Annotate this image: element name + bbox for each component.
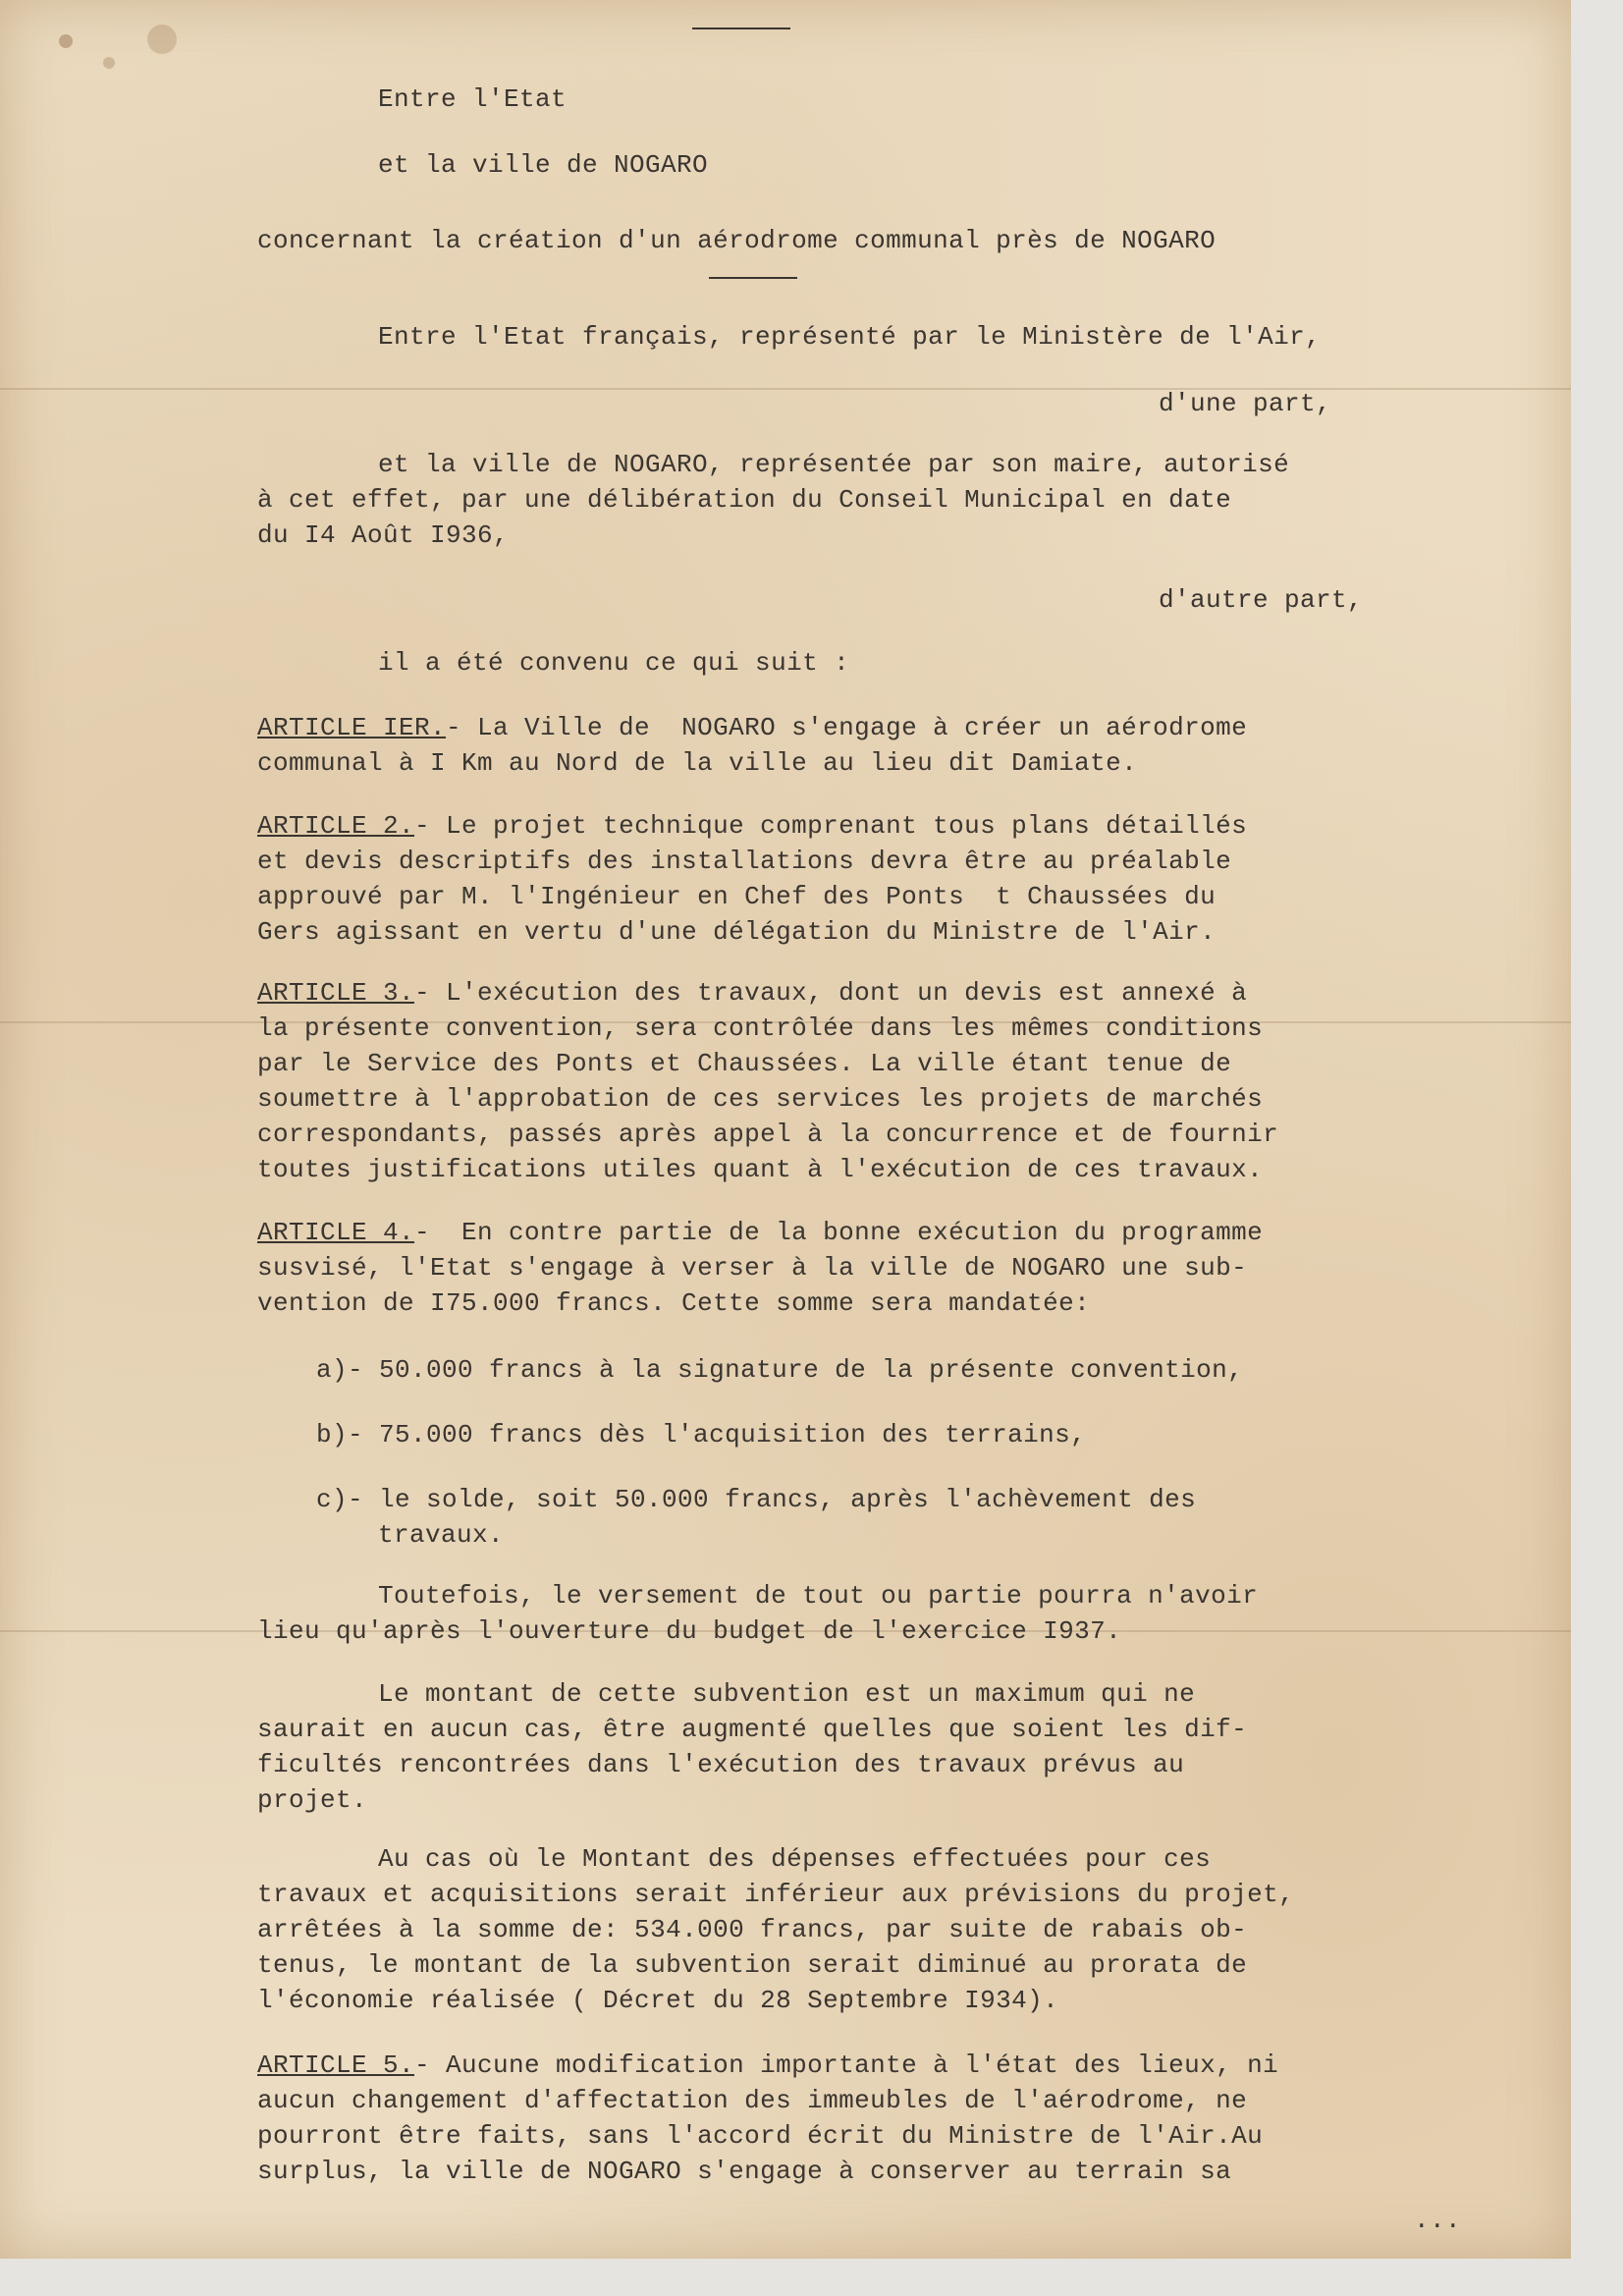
heading-concernant: concernant la création d'un aérodrome communal près de NOGARO: [257, 226, 1217, 255]
paragraph-line: Toutefois, le versement de tout ou partie pourra n'avoir: [378, 1581, 1259, 1611]
paragraph-line: projet.: [257, 1785, 368, 1815]
article-text: correspondants, passés après appel à la concurrence et de fournir: [257, 1120, 1279, 1149]
paragraph-line: ficultés rencontrées dans l'exécution des travaux prévus au: [257, 1750, 1185, 1779]
payment-item-c: c)- le solde, soit 50.000 francs, après l'achèvement des: [316, 1485, 1197, 1514]
paragraph-line: tenus, le montant de la subvention serait diminué au prorata de: [257, 1950, 1248, 1980]
separator-line: [692, 27, 790, 29]
paragraph-line: l'économie réalisée ( Décret du 28 Septembre I934).: [257, 1986, 1059, 2015]
article-label: ARTICLE IER.: [257, 713, 447, 742]
party-une-part: d'une part,: [1159, 389, 1332, 418]
article-text: - L'exécution des travaux, dont un devis est annexé à: [414, 978, 1248, 1008]
article-text: et devis descriptifs des installations devra être au préalable: [257, 847, 1232, 876]
heading-entre: Entre l'Etat: [378, 84, 568, 114]
paragraph-line: travaux et acquisitions serait inférieur aux prévisions du projet,: [257, 1880, 1295, 1909]
paragraph-line: Le montant de cette subvention est un maximum qui ne: [378, 1679, 1196, 1709]
continuation-marker: ...: [1414, 2206, 1462, 2235]
payment-item-a: a)- 50.000 francs à la signature de la présente convention,: [316, 1355, 1244, 1385]
paper-fold: [0, 388, 1571, 390]
article-text: - Le projet technique comprenant tous plans détaillés: [414, 811, 1248, 841]
article-label: ARTICLE 3.: [257, 978, 415, 1008]
article-label: ARTICLE 2.: [257, 811, 415, 841]
paragraph-line: saurait en aucun cas, être augmenté quelles que soient les dif-: [257, 1715, 1248, 1744]
article-text: pourront être faits, sans l'accord écrit du Ministre de l'Air.Au: [257, 2121, 1264, 2151]
article-text: surplus, la ville de NOGARO s'engage à conserver au terrain sa: [257, 2157, 1232, 2186]
party-etat: Entre l'Etat français, représenté par le Ministère de l'Air,: [378, 322, 1322, 352]
article-text: communal à I Km au Nord de la ville au lieu dit Damiate.: [257, 748, 1138, 778]
article-label: ARTICLE 4.: [257, 1218, 415, 1247]
party-ville-line: et la ville de NOGARO, représentée par son maire, autorisé: [378, 450, 1290, 479]
article-text: - En contre partie de la bonne exécution du programme: [414, 1218, 1264, 1247]
party-ville-line: du I4 Août I936,: [257, 520, 510, 550]
payment-item-c: travaux.: [378, 1520, 505, 1550]
ink-stain: [103, 57, 115, 69]
article-text: - Aucune modification importante à l'état des lieux, ni: [414, 2050, 1279, 2080]
article-text: - La Ville de NOGARO s'engage à créer un aérodrome: [446, 713, 1248, 742]
article-text: susvisé, l'Etat s'engage à verser à la ville de NOGARO une sub-: [257, 1253, 1248, 1283]
article-1: [257, 715, 1247, 740]
article-text: approuvé par M. l'Ingénieur en Chef des Ponts t Chaussées du: [257, 882, 1217, 911]
paragraph-line: lieu qu'après l'ouverture du budget de l'exercice I937.: [257, 1616, 1122, 1646]
article-text: toutes justifications utiles quant à l'exécution de ces travaux.: [257, 1155, 1264, 1184]
ink-stain: [59, 34, 73, 48]
party-autre-part: d'autre part,: [1159, 585, 1364, 615]
article-4: [257, 1220, 1263, 1245]
article-label: ARTICLE 5.: [257, 2050, 415, 2080]
party-ville-line: à cet effet, par une délibération du Conseil Municipal en date: [257, 485, 1232, 515]
article-3: [257, 980, 1247, 1006]
article-text: Gers agissant en vertu d'une délégation du Ministre de l'Air.: [257, 917, 1217, 947]
paragraph-line: arrêtées à la somme de: 534.000 francs, par suite de rabais ob-: [257, 1915, 1248, 1944]
article-text: la présente convention, sera contrôlée dans les mêmes conditions: [257, 1013, 1264, 1043]
article-text: soumettre à l'approbation de ces services les projets de marchés: [257, 1084, 1264, 1114]
separator-line: [709, 277, 797, 279]
paragraph-line: Au cas où le Montant des dépenses effectuées pour ces: [378, 1844, 1212, 1874]
article-text: par le Service des Ponts et Chaussées. La ville étant tenue de: [257, 1049, 1232, 1078]
article-2: [257, 813, 1247, 839]
article-text: aucun changement d'affectation des immeubles de l'aérodrome, ne: [257, 2086, 1248, 2115]
ink-stain: [147, 25, 177, 54]
convenu-line: il a été convenu ce qui suit :: [378, 648, 850, 678]
heading-ville: et la ville de NOGARO: [378, 150, 709, 180]
article-text: vention de I75.000 francs. Cette somme sera mandatée:: [257, 1288, 1091, 1318]
payment-item-b: b)- 75.000 francs dès l'acquisition des terrains,: [316, 1420, 1087, 1449]
article-5: [257, 2052, 1278, 2078]
